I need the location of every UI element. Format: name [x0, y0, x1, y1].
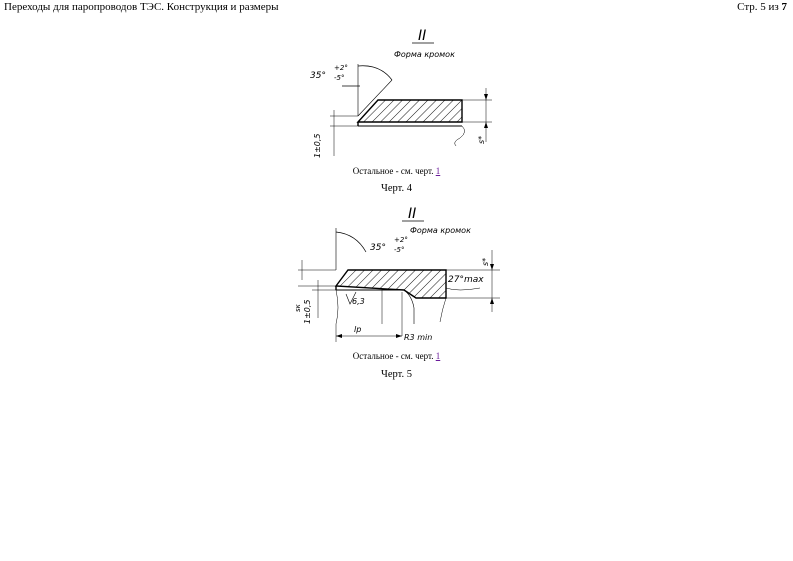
figure-5-drawing	[290, 200, 510, 350]
page-header-title: Переходы для паропроводов ТЭС. Конструкция и размеры	[4, 1, 279, 13]
fig5-angle-plus: +2°	[394, 236, 408, 244]
fig5-break-line	[440, 298, 446, 322]
fig4-note-text: Остальное - см. черт.	[352, 166, 436, 176]
fig5-section-mark: II	[408, 206, 417, 222]
fig5-roughness: 6,3	[352, 297, 365, 306]
fig5-arrow-top	[490, 264, 494, 270]
figure-4-drawing	[300, 24, 500, 164]
fig4-caption: Черт. 4	[381, 183, 412, 194]
fig5-dim-lp: lp	[354, 325, 362, 334]
fig5-dim-s: s*	[481, 257, 490, 266]
fig5-note	[0, 351, 793, 362]
fig5-radius: R3 min	[404, 333, 433, 342]
fig4-angle-main: 35°	[310, 71, 326, 81]
fig5-arrow-lp-right	[396, 334, 402, 338]
fig4-note-link[interactable]: 1	[435, 166, 441, 176]
fig5-arrow-bottom	[490, 298, 494, 304]
fig4-note	[0, 166, 793, 177]
fig5-form-label: Форма кромок	[410, 226, 471, 235]
fig5-dim-sk: sк	[294, 304, 302, 312]
page-number-prefix: Стр. 5 из	[737, 1, 782, 13]
fig5-angle-main: 35°	[370, 243, 386, 253]
fig4-arrow-top	[484, 94, 488, 100]
fig5-angle-max: 27°max	[448, 275, 484, 285]
page-total: 7	[781, 1, 787, 13]
fig4-angle-plus: +2°	[334, 64, 348, 72]
fig4-arrow-bottom	[484, 122, 488, 128]
fig4-dim-vertical: 1±0,5	[313, 133, 322, 158]
fig5-note-text: Остальное - см. черт.	[352, 351, 436, 361]
fig5-arrow-lp-left	[336, 334, 342, 338]
fig5-section-body	[336, 270, 446, 298]
fig4-section-body	[358, 100, 462, 122]
fig5-angle-arc	[336, 232, 366, 252]
fig4-form-label: Форма кромок	[394, 50, 455, 59]
fig4-angle-arc	[358, 66, 392, 80]
page-number	[737, 1, 787, 14]
fig5-break-line-left	[336, 290, 338, 324]
fig5-note-link[interactable]: 1	[435, 351, 441, 361]
fig4-break-line	[455, 126, 465, 146]
fig5-dim-vertical: 1±0,5	[303, 299, 312, 324]
fig5-angle-minus: -5°	[394, 246, 405, 254]
fig5-max-arc	[446, 288, 480, 290]
fig5-caption: Черт. 5	[381, 369, 412, 380]
fig4-dim-s: s*	[477, 135, 486, 144]
fig4-section-mark: II	[418, 28, 427, 44]
fig4-angle-minus: -5°	[334, 74, 345, 82]
